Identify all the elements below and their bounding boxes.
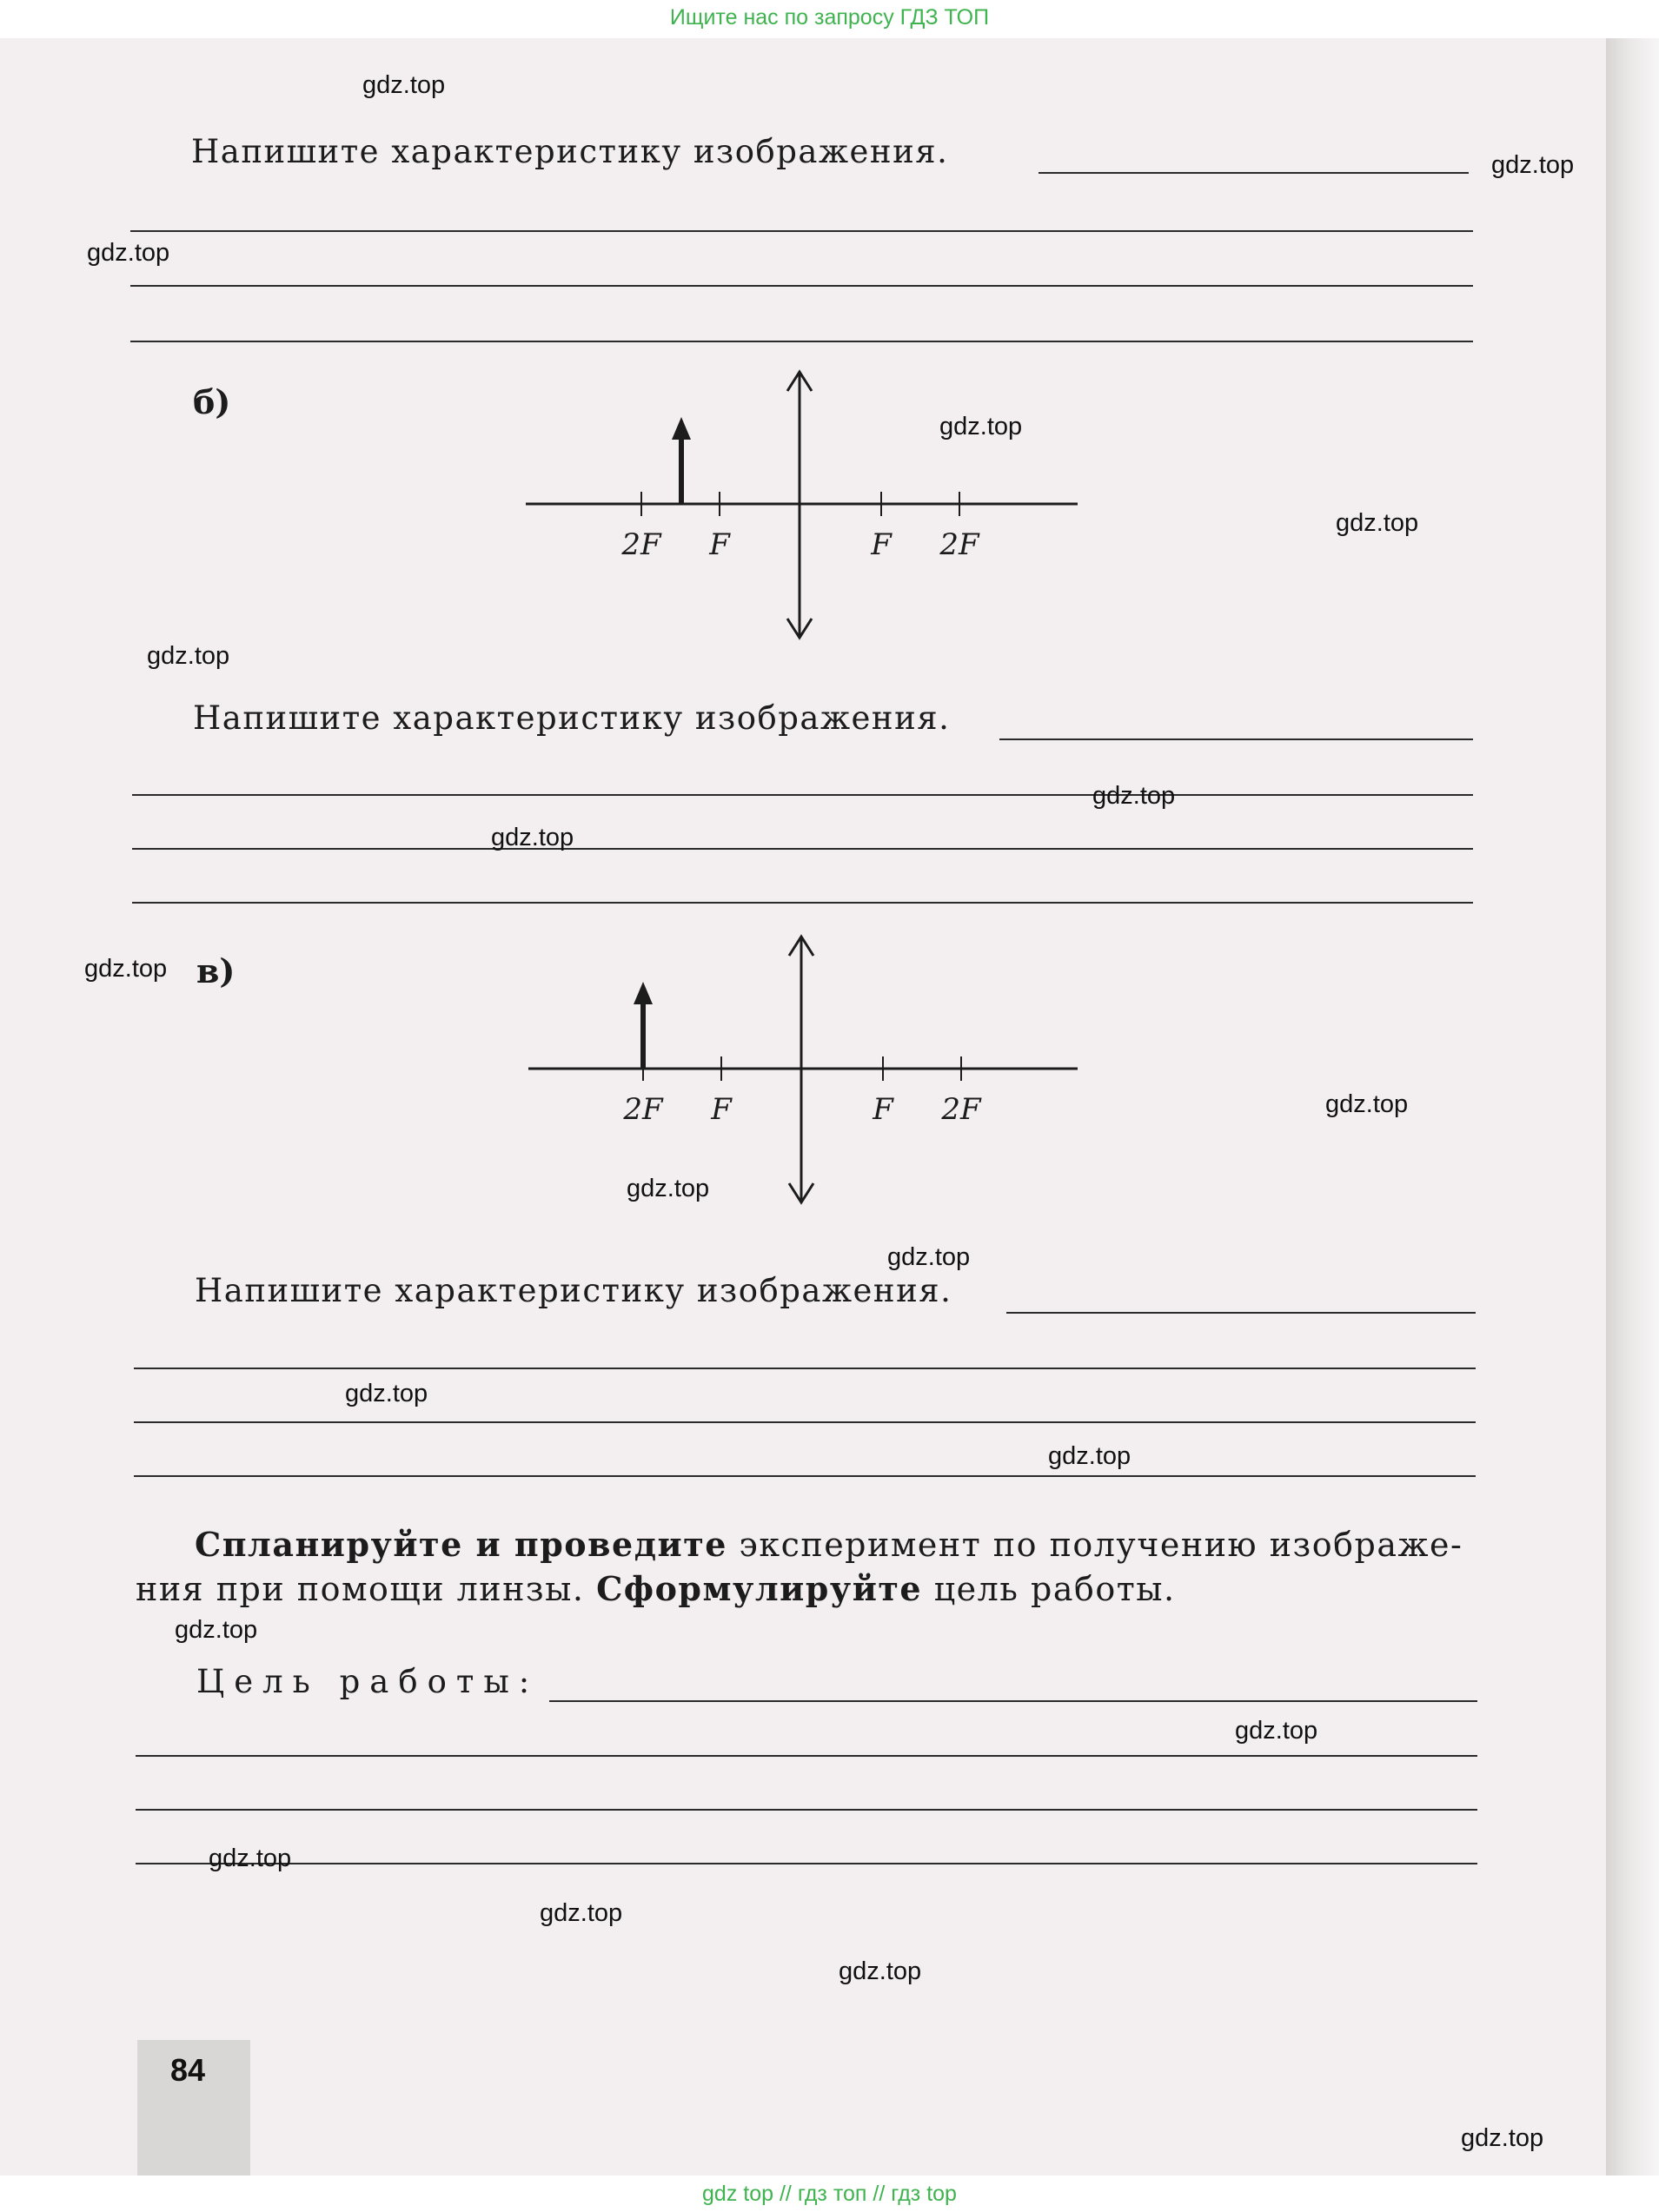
watermark: gdz.top — [84, 955, 168, 983]
task-bold-2: Сформулируйте — [596, 1569, 923, 1608]
answer-line[interactable] — [134, 1368, 1476, 1369]
task-line-1 — [195, 1525, 1463, 1564]
answer-line[interactable] — [132, 848, 1473, 850]
watermark: gdz.top — [491, 824, 574, 851]
label-2f-right: 2F — [941, 1092, 981, 1127]
answer-line[interactable] — [1006, 1312, 1476, 1314]
label-f-left: F — [709, 527, 730, 562]
watermark: gdz.top — [209, 1844, 292, 1872]
goal-answer-line[interactable] — [136, 1755, 1477, 1757]
watermark: gdz.top — [839, 1957, 922, 1985]
watermark: gdz.top — [1048, 1442, 1131, 1470]
watermark: gdz.top — [1461, 2124, 1544, 2152]
task-text-3: цель работы. — [922, 1570, 1176, 1608]
section-b-prompt: Напишите характеристику изображения. — [193, 699, 951, 737]
object-arrowhead — [672, 417, 691, 440]
bottom-banner: gdz top // гдз топ // гдз top — [0, 2176, 1659, 2212]
section-a-prompt: Напишите характеристику изображения. — [191, 133, 949, 170]
top-banner: Ищите нас по запросу ГДЗ ТОП — [0, 0, 1659, 38]
section-c-label: в) — [196, 951, 236, 990]
goal-answer-line[interactable] — [136, 1809, 1477, 1811]
answer-line[interactable] — [132, 902, 1473, 904]
page-edge — [1606, 38, 1659, 2176]
watermark: gdz.top — [1491, 151, 1575, 179]
watermark: gdz.top — [540, 1899, 623, 1927]
object-arrowhead — [634, 982, 653, 1004]
task-bold-1: Спланируйте и проведите — [195, 1525, 727, 1564]
page-number: 84 — [170, 2052, 206, 2088]
section-c-prompt: Напишите характеристику изображения. — [195, 1272, 952, 1309]
answer-line[interactable] — [132, 794, 1473, 796]
lens-diagram-b — [521, 365, 1095, 643]
label-f-right: F — [873, 1092, 893, 1127]
answer-line[interactable] — [130, 341, 1473, 342]
task-text-1: эксперимент по получению изображе- — [727, 1526, 1463, 1564]
answer-line[interactable] — [1039, 172, 1469, 174]
goal-answer-line[interactable] — [136, 1863, 1477, 1864]
label-f-right: F — [871, 527, 892, 562]
task-line-2 — [136, 1569, 1176, 1608]
watermark: gdz.top — [345, 1380, 428, 1407]
lens-diagram-c — [521, 930, 1095, 1208]
goal-answer-line[interactable] — [549, 1700, 1477, 1702]
answer-line[interactable] — [130, 230, 1473, 232]
watermark: gdz.top — [887, 1243, 971, 1271]
watermark: gdz.top — [147, 642, 230, 670]
task-text-2: ния при помощи линзы. — [136, 1570, 597, 1608]
label-2f-right: 2F — [939, 527, 979, 562]
watermark: gdz.top — [362, 71, 446, 99]
answer-line[interactable] — [130, 285, 1473, 287]
watermark: gdz.top — [627, 1175, 710, 1202]
answer-line[interactable] — [999, 738, 1473, 740]
watermark: gdz.top — [87, 239, 170, 267]
answer-line[interactable] — [134, 1421, 1476, 1423]
section-b-label: б) — [193, 382, 231, 421]
label-2f-left: 2F — [621, 527, 661, 562]
watermark: gdz.top — [1092, 782, 1176, 810]
goal-label: Цель работы: — [196, 1663, 540, 1700]
watermark: gdz.top — [1235, 1717, 1318, 1745]
watermark: gdz.top — [939, 413, 1023, 440]
watermark: gdz.top — [1336, 509, 1419, 537]
label-f-left: F — [711, 1092, 732, 1127]
watermark: gdz.top — [1325, 1090, 1409, 1118]
answer-line[interactable] — [134, 1475, 1476, 1477]
label-2f-left: 2F — [623, 1092, 663, 1127]
watermark: gdz.top — [175, 1616, 258, 1644]
